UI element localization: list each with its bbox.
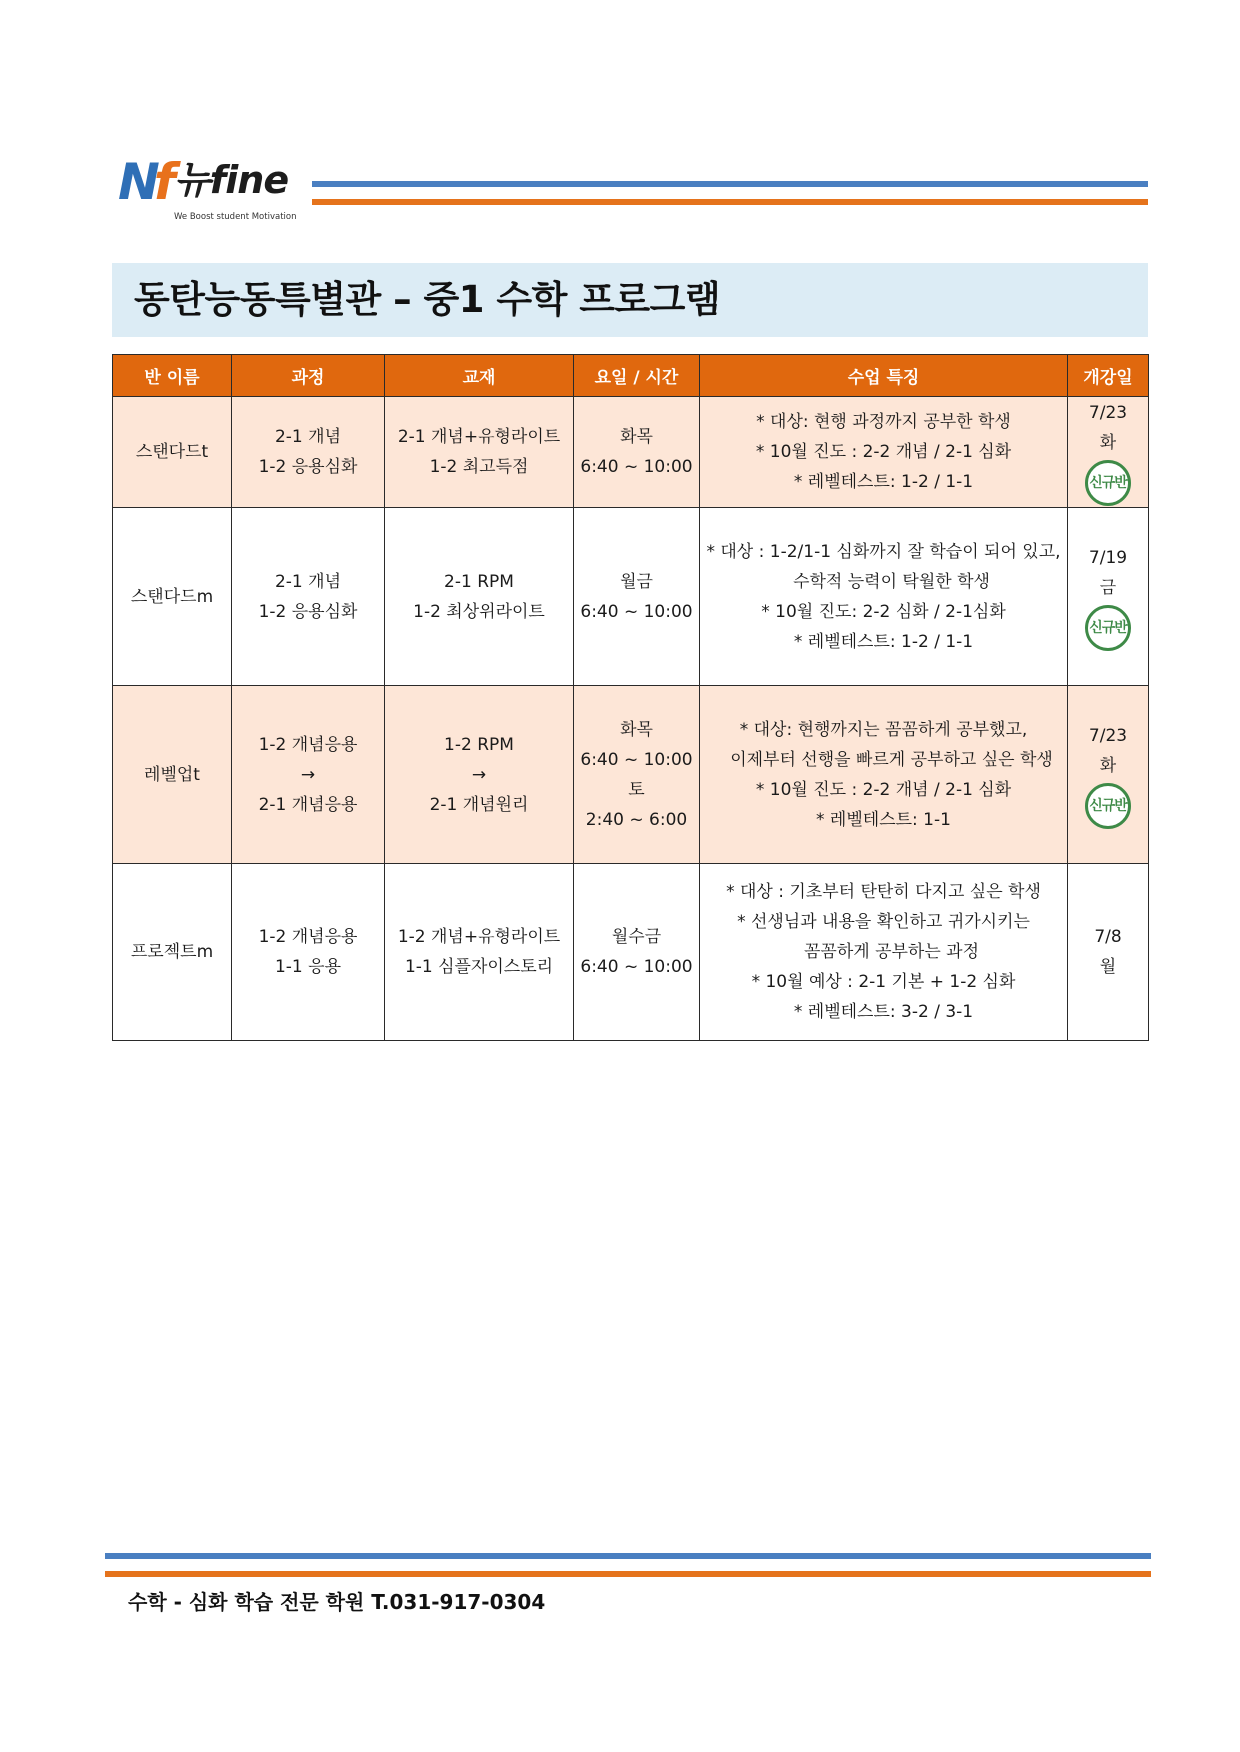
column-header-textbook: 교재 (385, 355, 574, 397)
feature-line: * 대상 : 기초부터 탄탄히 다지고 싶은 학생 (726, 882, 1041, 902)
start-date-cell (1068, 508, 1149, 686)
features-cell (700, 864, 1068, 1041)
feature-line: * 10월 예상 : 2-1 기본 + 1-2 심화 (751, 972, 1016, 992)
feature-line: * 대상: 현행 과정까지 공부한 학생 (756, 412, 1011, 432)
start-day: 화 (1099, 433, 1117, 453)
textbook-line: 2-1 개념원리 (429, 794, 529, 815)
schedule-line: 6:40 ~ 10:00 (580, 457, 693, 477)
footer-rule-orange (105, 1571, 1151, 1577)
new-class-stamp-icon: 신규반 (1085, 605, 1131, 651)
course-line: 2-1 개념 (274, 427, 341, 447)
new-class-stamp-icon: 신규반 (1085, 460, 1131, 506)
class-name: 레벨업t (113, 686, 232, 864)
textbook-cell (385, 397, 574, 508)
course-line: 1-2 개념응용 (258, 734, 358, 755)
course-cell (232, 686, 385, 864)
textbook-line: 1-2 최상위라이트 (413, 601, 545, 622)
start-date: 7/8 (1094, 927, 1122, 947)
textbook-line: 2-1 RPM (444, 571, 514, 592)
schedule-line: 화목 (620, 719, 653, 740)
program-table (112, 354, 1149, 1041)
column-header-schedule: 요일 / 시간 (574, 355, 700, 397)
feature-line: * 선생님과 내용을 확인하고 귀가시키는 (737, 912, 1030, 932)
feature-line: * 레벨테스트: 1-2 / 1-1 (793, 631, 974, 652)
logo-tagline: We Boost student Motivation (174, 212, 297, 222)
column-header-course: 과정 (232, 355, 385, 397)
schedule-cell (574, 686, 700, 864)
feature-line: * 대상: 현행까지는 꼼꼼하게 공부했고, (739, 719, 1028, 740)
table-row (113, 397, 1149, 508)
features-cell (700, 686, 1068, 864)
textbook-line: 1-2 개념+유형라이트 (397, 927, 561, 947)
textbook-cell (385, 864, 574, 1041)
schedule-line: 6:40 ~ 10:00 (580, 601, 693, 622)
course-line: 1-2 개념응용 (258, 927, 358, 947)
course-line: 2-1 개념응용 (258, 794, 358, 815)
start-date-cell (1068, 397, 1149, 508)
course-cell (232, 508, 385, 686)
schedule-line: 화목 (620, 427, 653, 447)
start-day: 금 (1099, 577, 1117, 598)
feature-line: 수학적 능력이 탁월한 학생 (793, 571, 990, 592)
schedule-line: 6:40 ~ 10:00 (580, 957, 693, 977)
column-header-start-date: 개강일 (1068, 355, 1149, 397)
start-date-cell (1068, 686, 1149, 864)
schedule-cell (574, 508, 700, 686)
footer-rule-blue (105, 1553, 1151, 1559)
textbook-line: 2-1 개념+유형라이트 (397, 427, 561, 447)
course-line: 1-1 응용 (274, 957, 341, 977)
course-line: 1-2 응용심화 (258, 601, 358, 622)
footer-contact: 수학 - 심화 학습 전문 학원 T.031-917-0304 (128, 1590, 546, 1614)
course-cell (232, 397, 385, 508)
table-header-row (113, 355, 1149, 397)
logo-mark: Nf (118, 153, 170, 211)
schedule-line: 토 (628, 779, 645, 800)
feature-line: * 대상 : 1-2/1-1 심화까지 잘 학습이 되어 있고, (706, 541, 1061, 562)
start-day: 월 (1099, 957, 1117, 977)
feature-line: * 10월 진도 : 2-2 개념 / 2-1 심화 (755, 779, 1012, 800)
course-line: 2-1 개념 (274, 571, 341, 592)
schedule-cell (574, 864, 700, 1041)
page-title: 동탄능동특별관 – 중1 수학 프로그램 (134, 278, 721, 321)
feature-line: * 레벨테스트: 3-2 / 3-1 (793, 1002, 974, 1022)
header-rule-blue (312, 181, 1148, 187)
table-row (113, 508, 1149, 686)
feature-line: * 10월 진도: 2-2 심화 / 2-1심화 (761, 601, 1006, 622)
textbook-line: 1-2 RPM (444, 734, 514, 755)
feature-line: 꼼꼼하게 공부하는 과정 (803, 942, 980, 962)
textbook-line: 1-2 최고득점 (429, 457, 529, 477)
schedule-cell (574, 397, 700, 508)
logo-text: 뉴fine (174, 158, 289, 202)
class-name: 스탠다드m (113, 508, 232, 686)
table-row (113, 686, 1149, 864)
course-cell (232, 864, 385, 1041)
feature-line: 이제부터 선행을 빠르게 공부하고 싶은 학생 (730, 749, 1053, 770)
class-name: 스탠다드t (113, 397, 232, 508)
column-header-class-name: 반 이름 (113, 355, 232, 397)
title-banner (112, 263, 1148, 337)
start-date: 7/23 (1088, 403, 1128, 423)
schedule-line: 월금 (620, 571, 653, 592)
start-date: 7/19 (1088, 547, 1128, 568)
feature-line: * 레벨테스트: 1-2 / 1-1 (793, 472, 974, 492)
schedule-line: 2:40 ~ 6:00 (585, 809, 688, 830)
academy-logo (118, 150, 297, 228)
new-class-stamp-icon: 신규반 (1085, 783, 1131, 829)
class-name: 프로젝트m (113, 864, 232, 1041)
table-row (113, 864, 1149, 1041)
column-header-features: 수업 특징 (700, 355, 1068, 397)
header-rule-orange (312, 199, 1148, 205)
arrow-icon: → (471, 764, 487, 785)
arrow-icon: → (300, 764, 316, 785)
feature-line: * 10월 진도 : 2-2 개념 / 2-1 심화 (755, 442, 1012, 462)
textbook-cell (385, 686, 574, 864)
textbook-line: 1-1 심플자이스토리 (404, 957, 554, 977)
start-date-cell (1068, 864, 1149, 1041)
features-cell (700, 508, 1068, 686)
start-date: 7/23 (1088, 725, 1128, 746)
start-day: 화 (1099, 755, 1117, 776)
course-line: 1-2 응용심화 (258, 457, 358, 477)
feature-line: * 레벨테스트: 1-1 (816, 809, 951, 830)
textbook-cell (385, 508, 574, 686)
features-cell (700, 397, 1068, 508)
schedule-line: 월수금 (611, 927, 662, 947)
schedule-line: 6:40 ~ 10:00 (580, 749, 693, 770)
